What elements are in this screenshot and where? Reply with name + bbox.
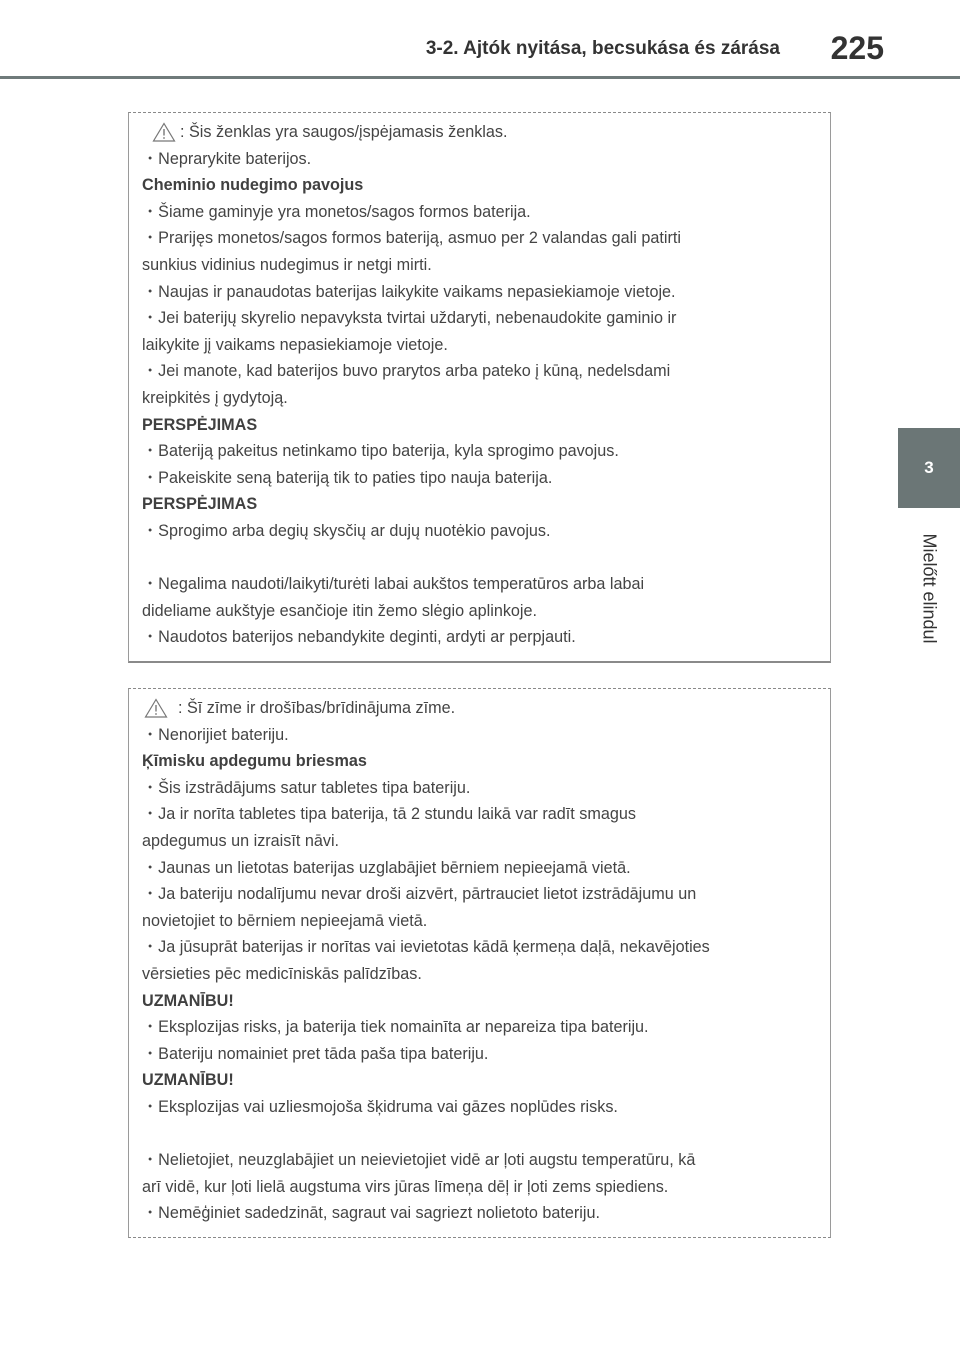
text-line: ・Bateriją pakeitus netinkamo tipo baterija, kyla sprogimo pavojus.	[142, 442, 619, 461]
text-line: ・Šis izstrādājums satur tabletes tipa bateriju.	[142, 778, 471, 797]
text-line: ・Ja bateriju nodalījumu nevar droši aizvērt, pārtrauciet lietot izstrādājumu un	[142, 885, 697, 904]
warning-text-lines	[142, 722, 820, 1227]
section-title: 3-2. Ajtók nyitása, becsukása és zárása	[425, 38, 780, 59]
text-line: ・Bateriju nomainiet pret tāda paša tipa bateriju.	[142, 1044, 489, 1063]
text-line: sunkius vidinius nudegimus ir netgi mirti.	[142, 255, 432, 274]
section-heading: Cheminio nudegimo pavojus	[142, 176, 364, 195]
text-line: ・Nemēģiniet sadedzināt, sagraut vai sagriezt nolietoto bateriju.	[142, 1204, 601, 1223]
text-line: laikykite jį vaikams nepasiekiamoje vietoje.	[142, 335, 448, 354]
text-line: ・Neprarykite baterijos.	[142, 149, 312, 168]
text-line: ・Prarijęs monetos/sagos formos bateriją, asmuo per 2 valandas gali patirti	[142, 229, 681, 248]
section-heading: Ķīmisku apdegumu briesmas	[142, 752, 367, 771]
text-line: ・Ja jūsuprāt baterijas ir norītas vai ievietotas kādā ķermeņa daļā, nekavējoties	[142, 938, 710, 957]
section-heading: UZMANĪBU!	[142, 1071, 234, 1090]
section-heading: PERSPĖJIMAS	[142, 495, 258, 514]
section-heading: UZMANĪBU!	[142, 991, 234, 1010]
chapter-label	[898, 518, 960, 658]
text-line: ・Eksplozijas vai uzliesmojoša šķidruma vai gāzes noplūdes risks.	[142, 1097, 618, 1116]
text-line: vērsieties pēc medicīniskās palīdzības.	[142, 964, 422, 983]
text-line: ・Jei baterijų skyrelio nepavyksta tvirtai uždaryti, nebenaudokite gaminio ir	[142, 309, 677, 328]
lithuanian-warning-box	[128, 112, 831, 663]
warning-symbol-text: : Šis ženklas yra saugos/įspėjamasis ženklas.	[180, 123, 508, 141]
text-line: ・Negalima naudoti/laikyti/turėti labai aukštos temperatūros arba labai	[142, 575, 645, 594]
text-line: ・Jaunas un lietotas baterijas uzglabājiet bērniem nepieejamā vietā.	[142, 858, 631, 877]
text-line: ・Sprogimo arba degių skysčių ar dujų nuotėkio pavojus.	[142, 521, 551, 540]
warning-triangle-icon	[144, 698, 168, 718]
chapter-label-text: Mielőtt elindul	[919, 532, 940, 644]
text-line: ・Pakeiskite seną bateriją tik to paties tipo nauja baterija.	[142, 468, 553, 487]
warning-triangle-icon	[152, 122, 176, 142]
text-line: ・Nelietojiet, neuzglabājiet un neievietojiet vidē ar ļoti augstu temperatūru, kā	[142, 1151, 696, 1170]
text-line: ・Ja ir norīta tabletes tipa baterija, tā 2 stundu laikā var radīt smagus	[142, 805, 636, 824]
warning-symbol-line	[142, 695, 820, 722]
text-line: apdegumus un izraisīt nāvi.	[142, 831, 340, 850]
section-heading: PERSPĖJIMAS	[142, 415, 258, 434]
text-line: ・Naudotos baterijos nebandykite deginti, ardyti ar perpjauti.	[142, 628, 576, 647]
text-line: ・Jei manote, kad baterijos buvo prarytos arba pateko į kūną, nedelsdami	[142, 362, 671, 381]
chapter-tab[interactable]	[898, 428, 960, 508]
text-line: arī vidē, kur ļoti lielā augstuma virs jūras līmeņa dēļ ir ļoti zems spiediens.	[142, 1177, 669, 1196]
warning-symbol-line	[142, 119, 820, 146]
text-line: ・Šiame gaminyje yra monetos/sagos formos baterija.	[142, 202, 531, 221]
text-line: dideliame aukštyje esančioje itin žemo slėgio aplinkoje.	[142, 601, 538, 620]
warning-text-lines	[142, 146, 820, 651]
chapter-number: 3	[924, 458, 934, 477]
blank-line	[142, 1121, 820, 1148]
text-line: ・Naujas ir panaudotas baterijas laikykite vaikams nepasiekiamoje vietoje.	[142, 282, 676, 301]
text-line: ・Eksplozijas risks, ja baterija tiek nomainīta ar nepareiza tipa bateriju.	[142, 1018, 649, 1037]
page-number: 225	[830, 30, 884, 66]
header-divider	[0, 76, 960, 79]
blank-line	[142, 545, 820, 572]
warning-symbol-text: : Šī zīme ir drošības/brīdinājuma zīme.	[178, 699, 456, 717]
text-line: ・Nenorijiet bateriju.	[142, 725, 289, 744]
latvian-warning-box	[128, 688, 831, 1238]
text-line: novietojiet to bērniem nepieejamā vietā.	[142, 911, 428, 930]
text-line: kreipkitės į gydytoją.	[142, 388, 288, 407]
